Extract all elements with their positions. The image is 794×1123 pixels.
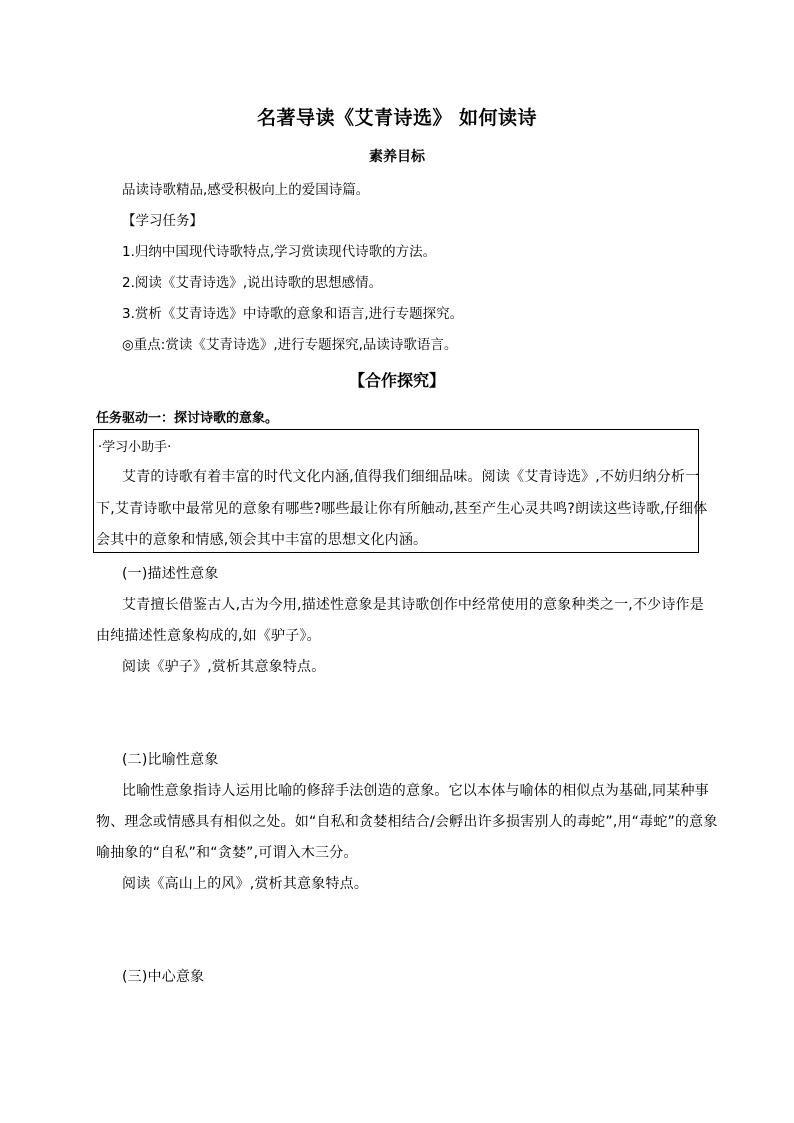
part3-heading: (三)中心意象 — [122, 969, 205, 985]
task-item: 2.阅读《艾青诗选》,说出诗歌的思想感情。 — [122, 275, 383, 291]
goal-text: 品读诗歌精品,感受积极向上的爱国诗篇。 — [122, 182, 370, 198]
part2-heading: (二)比喻性意象 — [122, 752, 219, 768]
helper-line: 下,艾青诗歌中最常见的意象有哪些?哪些最让你有所触动,甚至产生心灵共鸣?朗读这些诗歌,仔细体 — [96, 501, 708, 517]
section-heading: 【合作探究】 — [348, 371, 445, 390]
helper-title: ·学习小助手· — [98, 440, 172, 455]
focus-text: ◎重点:赏读《艾青诗选》,进行专题探究,品读诗歌语言。 — [122, 337, 458, 353]
part1-prompt: 阅读《驴子》,赏析其意象特点。 — [122, 659, 326, 675]
part2-prompt: 阅读《高山上的风》,赏析其意象特点。 — [122, 876, 369, 892]
tasks-header: 【学习任务】 — [122, 213, 203, 229]
section-subtitle: 素养目标 — [369, 149, 425, 165]
helper-line: 艾青的诗歌有着丰富的时代文化内涵,值得我们细细品味。阅读《艾青诗选》,不妨归纳分析一 — [122, 469, 700, 485]
task-item: 1.归纳中国现代诗歌特点,学习赏读现代诗歌的方法。 — [122, 244, 437, 260]
part2-line: 物、理念或情感具有相似之处。如“自私和贪婪相结合/会孵出许多损害别人的毒蛇”,用“毒蛇”的意象 — [96, 814, 718, 830]
part1-heading: (一)描述性意象 — [122, 566, 219, 582]
helper-line: 会其中的意象和情感,领会其中丰富的思想文化内涵。 — [96, 532, 428, 548]
task-drive-heading: 任务驱动一：探讨诗歌的意象。 — [96, 411, 279, 426]
part2-line: 喻抽象的“自私”和“贪婪”,可谓入木三分。 — [96, 845, 358, 861]
page-title: 名著导读《艾青诗选》 如何读诗 — [256, 107, 538, 129]
task-item: 3.赏析《艾青诗选》中诗歌的意象和语言,进行专题探究。 — [122, 306, 464, 322]
part1-line: 由纯描述性意象构成的,如《驴子》。 — [96, 628, 321, 644]
part1-line: 艾青擅长借鉴古人,古为今用,描述性意象是其诗歌创作中经常使用的意象种类之一,不少诗作是 — [122, 597, 704, 613]
helper-box — [93, 429, 708, 553]
part2-line: 比喻性意象指诗人运用比喻的修辞手法创造的意象。它以本体与喻体的相似点为基础,同某种事 — [122, 783, 709, 799]
